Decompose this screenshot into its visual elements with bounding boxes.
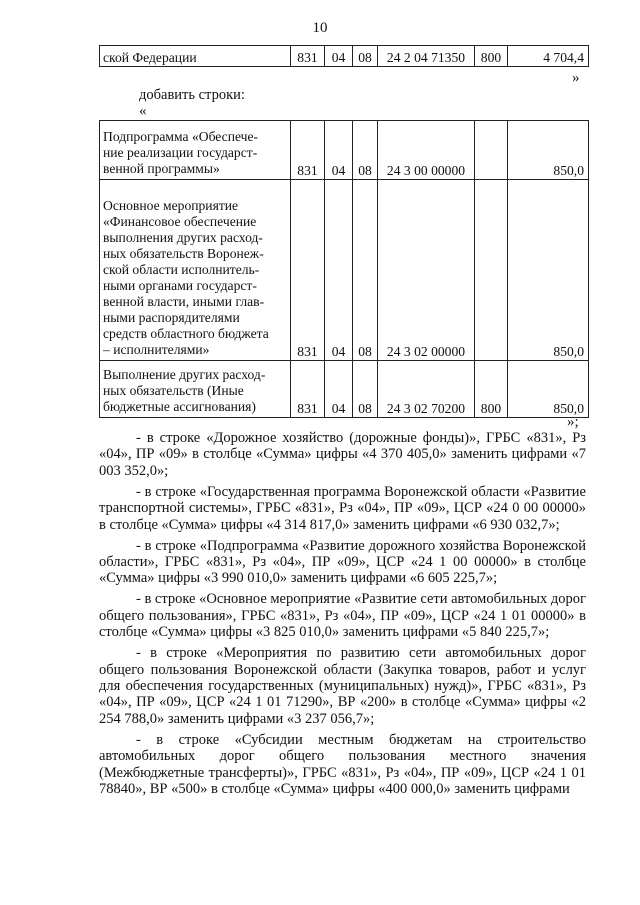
cell-name: Подпрограмма «Обеспече- ние реализации государст- венной программы» xyxy=(100,121,291,180)
page-number: 10 xyxy=(312,20,328,36)
cell-pr: 08 xyxy=(353,180,378,361)
budget-table-added-rows xyxy=(99,120,589,418)
paragraph: - в строке «Дорожное хозяйство (дорожные фонды)», ГРБС «831», Рз «04», ПР «09» в столбце «Сумма» цифры «4 370 405,0» заменить цифрами «7 003 352,0»; xyxy=(99,430,586,479)
cell-name: ской Федерации xyxy=(100,46,291,67)
cell-csr: 24 3 02 70200 xyxy=(378,361,475,418)
cell-name: Выполнение других расход- ных обязательств (Иные бюджетные ассигнования) xyxy=(100,361,291,418)
table-row xyxy=(100,361,589,418)
cell-sum: 850,0 xyxy=(508,361,589,418)
cell-rz: 04 xyxy=(325,121,353,180)
cell-rz: 04 xyxy=(325,180,353,361)
budget-table-top xyxy=(99,45,589,67)
cell-csr: 24 3 02 00000 xyxy=(378,180,475,361)
cell-grbs: 831 xyxy=(291,180,325,361)
cell-csr: 24 3 00 00000 xyxy=(378,121,475,180)
cell-grbs: 831 xyxy=(291,121,325,180)
paragraph: - в строке «Основное мероприятие «Развитие сети автомобильных дорог общего пользования», ГРБС «831», Рз «04», ПР «09», ЦСР «24 1 01 00000» в столбце «Сумма» цифры «3 825 010,0» заменить цифрами «5 840 225,7»; xyxy=(99,591,587,641)
closing-quote: » xyxy=(572,70,580,86)
closing-quote-semicolon: »; xyxy=(567,414,579,430)
cell-csr: 24 2 04 71350 xyxy=(378,46,475,67)
cell-vr: 800 xyxy=(475,46,508,67)
amendment-paragraphs xyxy=(99,430,586,802)
table-row xyxy=(100,121,589,180)
cell-sum: 850,0 xyxy=(508,121,589,180)
cell-pr: 08 xyxy=(353,46,378,67)
paragraph: - в строке «Субсидии местным бюджетам на строительство автомобильных дорог общего пользования местного значения (Межбюджетные трансферты)», ГРБС «831», Рз «04», ПР «09», ЦСР «24 1 01 78840», ВР «500» в столбце «Сумма» цифры «400 000,0» заменить цифрами xyxy=(99,731,586,798)
cell-rz: 04 xyxy=(325,361,353,418)
opening-quote: « xyxy=(139,103,147,119)
add-rows-label: добавить строки: xyxy=(139,87,245,103)
cell-sum: 850,0 xyxy=(508,180,589,361)
paragraph: - в строке «Подпрограмма «Развитие дорожного хозяйства Воронежской области», ГРБС «831», Рз «04», ПР «09», ЦСР «24 1 00 00000» в столбце «Сумма» цифры «3 990 010,0» заменить цифрами «6 605 225,7»; xyxy=(99,537,586,587)
paragraph: - в строке «Государственная программа Воронежской области «Развитие транспортной системы», ГРБС «831», Рз «04», ПР «09», ЦСР «24 0 00 00000» в столбце «Сумма» цифры «4 314 817,0» заменить цифрами «6 930 032,7»; xyxy=(99,483,586,533)
cell-rz: 04 xyxy=(325,46,353,67)
table-row xyxy=(100,180,589,361)
table-row xyxy=(100,46,589,67)
cell-vr xyxy=(475,121,508,180)
cell-name: Основное мероприятие «Финансовое обеспечение выполнения других расход- ных обязательств Воронеж- ской области исполнитель- ными органами государст- венной власти, иными глав- ными распорядителями средств областного бюджета – исполнителями» xyxy=(100,180,291,361)
cell-grbs: 831 xyxy=(291,361,325,418)
paragraph: - в строке «Мероприятия по развитию сети автомобильных дорог общего пользования Воронежской области (Закупка товаров, работ и услуг для обеспечения государственных (муниципальных) нужд)», ГРБС «831», Рз «04», ПР «09», ЦСР «24 1 01 71290», ВР «200» в столбце «Сумма» цифры «2 254 788,0» заменить цифрами «3 237 056,7»; xyxy=(99,645,586,727)
cell-sum: 4 704,4 xyxy=(508,46,589,67)
cell-vr: 800 xyxy=(475,361,508,418)
cell-pr: 08 xyxy=(353,121,378,180)
cell-grbs: 831 xyxy=(291,46,325,67)
cell-pr: 08 xyxy=(353,361,378,418)
cell-vr xyxy=(475,180,508,361)
